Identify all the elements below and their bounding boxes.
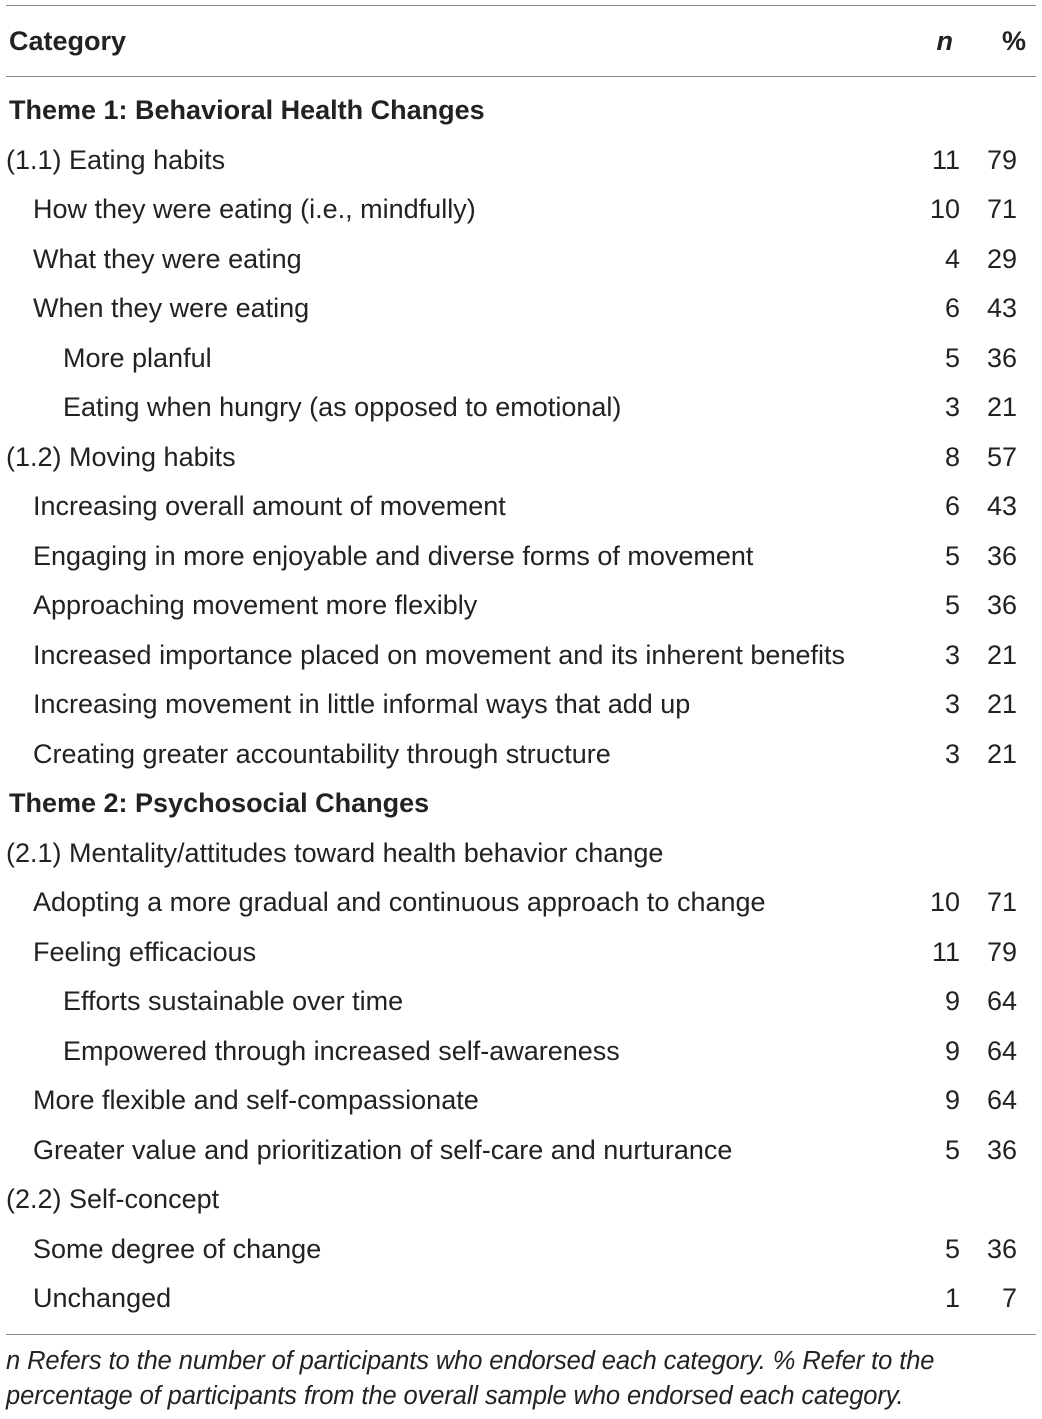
row-n: 5 [944, 590, 960, 621]
table-row [6, 334, 1036, 384]
row-percent: 71 [986, 194, 1017, 225]
row-percent: 79 [986, 936, 1017, 967]
row-category: What they were eating [33, 243, 302, 274]
table-row [6, 532, 1036, 582]
row-percent: 36 [986, 590, 1017, 621]
row-category: Increased importance placed on movement and its inherent benefits [33, 639, 845, 670]
row-percent: 21 [986, 738, 1017, 769]
row-n: 11 [931, 936, 960, 967]
table-row [6, 185, 1036, 235]
table-row [6, 383, 1036, 433]
footnote-line-2: percentage of participants from the overall sample who endorsed each category. [6, 1381, 904, 1410]
row-percent: 43 [986, 491, 1017, 522]
row-percent: 36 [986, 1134, 1017, 1165]
table-body [6, 77, 1036, 1324]
row-category: Approaching movement more flexibly [33, 590, 478, 621]
header-n: n [936, 25, 953, 56]
header-percent: % [1001, 25, 1026, 56]
row-category: Increasing overall amount of movement [33, 491, 506, 522]
row-n: 6 [944, 491, 960, 522]
row-percent: 64 [986, 1085, 1017, 1116]
row-n: 3 [944, 738, 960, 769]
row-category: Engaging in more enjoyable and diverse forms of movement [33, 540, 754, 571]
row-category: (2.1) Mentality/attitudes toward health behavior change [6, 837, 664, 868]
row-percent: 21 [986, 689, 1017, 720]
row-category: Feeling efficacious [33, 936, 257, 967]
row-category: Efforts sustainable over time [63, 986, 404, 1017]
row-category: More flexible and self-compassionate [33, 1085, 479, 1116]
row-percent: 79 [986, 144, 1017, 175]
row-category: More planful [63, 342, 212, 373]
row-n: 11 [931, 144, 960, 175]
table-row [6, 433, 1036, 483]
table-row [6, 1274, 1036, 1324]
row-n: 1 [944, 1283, 960, 1314]
row-category: (1.1) Eating habits [6, 144, 226, 175]
table-row [6, 235, 1036, 285]
row-percent: 64 [986, 1035, 1017, 1066]
row-category: Unchanged [33, 1283, 172, 1314]
table-row [6, 1225, 1036, 1275]
table-row [6, 1027, 1036, 1077]
row-category: Creating greater accountability through structure [33, 738, 611, 769]
row-n: 3 [944, 392, 960, 423]
header-category: Category [9, 25, 127, 56]
table-row [6, 284, 1036, 334]
row-percent: 43 [986, 293, 1017, 324]
row-category: Some degree of change [33, 1233, 322, 1264]
row-category: Greater value and prioritization of self-care and nurturance [33, 1134, 733, 1165]
row-n: 9 [944, 986, 960, 1017]
row-n: 6 [944, 293, 960, 324]
table-row [6, 1076, 1036, 1126]
table-row [6, 680, 1036, 730]
footnote-line-1: n Refers to the number of participants who endorsed each category. % Refer to the [6, 1346, 935, 1375]
row-percent: 57 [986, 441, 1017, 472]
row-n: 5 [944, 1233, 960, 1264]
table-row [6, 581, 1036, 631]
table-row [6, 829, 1036, 879]
theme-row [6, 779, 1036, 829]
table-row [6, 482, 1036, 532]
row-category: Empowered through increased self-awareness [63, 1035, 620, 1066]
table-row [6, 1175, 1036, 1225]
table-row [6, 977, 1036, 1027]
row-percent: 21 [986, 639, 1017, 670]
row-percent: 29 [986, 243, 1017, 274]
row-n: 8 [944, 441, 960, 472]
row-n: 9 [944, 1035, 960, 1066]
row-category: Eating when hungry (as opposed to emotional) [63, 392, 622, 423]
row-category: Increasing movement in little informal ways that add up [33, 689, 691, 720]
row-n: 10 [929, 194, 960, 225]
row-percent: 64 [986, 986, 1017, 1017]
row-n: 5 [944, 540, 960, 571]
results-table [6, 0, 1036, 1414]
row-n: 3 [944, 639, 960, 670]
row-n: 5 [944, 1134, 960, 1165]
theme-row [6, 86, 1036, 136]
row-n: 4 [944, 243, 960, 274]
row-percent: 21 [986, 392, 1017, 423]
table-row [6, 136, 1036, 186]
table-footnote [6, 1335, 1036, 1414]
row-category: Theme 1: Behavioral Health Changes [9, 95, 485, 126]
row-category: How they were eating (i.e., mindfully) [33, 194, 476, 225]
row-percent: 36 [986, 342, 1017, 373]
row-n: 3 [944, 689, 960, 720]
table-row [6, 928, 1036, 978]
row-category: When they were eating [33, 293, 310, 324]
row-percent: 7 [1001, 1283, 1017, 1314]
table-row [6, 631, 1036, 681]
row-n: 10 [929, 887, 960, 918]
table-row [6, 1126, 1036, 1176]
row-category: (1.2) Moving habits [6, 441, 236, 472]
row-category: Theme 2: Psychosocial Changes [9, 788, 430, 819]
row-percent: 36 [986, 1233, 1017, 1264]
row-percent: 71 [986, 887, 1017, 918]
table-row [6, 730, 1036, 780]
row-percent: 36 [986, 540, 1017, 571]
row-category: (2.2) Self-concept [6, 1184, 220, 1215]
row-category: Adopting a more gradual and continuous approach to change [33, 887, 766, 918]
table-header [6, 6, 1036, 76]
table-row [6, 878, 1036, 928]
row-n: 9 [944, 1085, 960, 1116]
row-n: 5 [944, 342, 960, 373]
